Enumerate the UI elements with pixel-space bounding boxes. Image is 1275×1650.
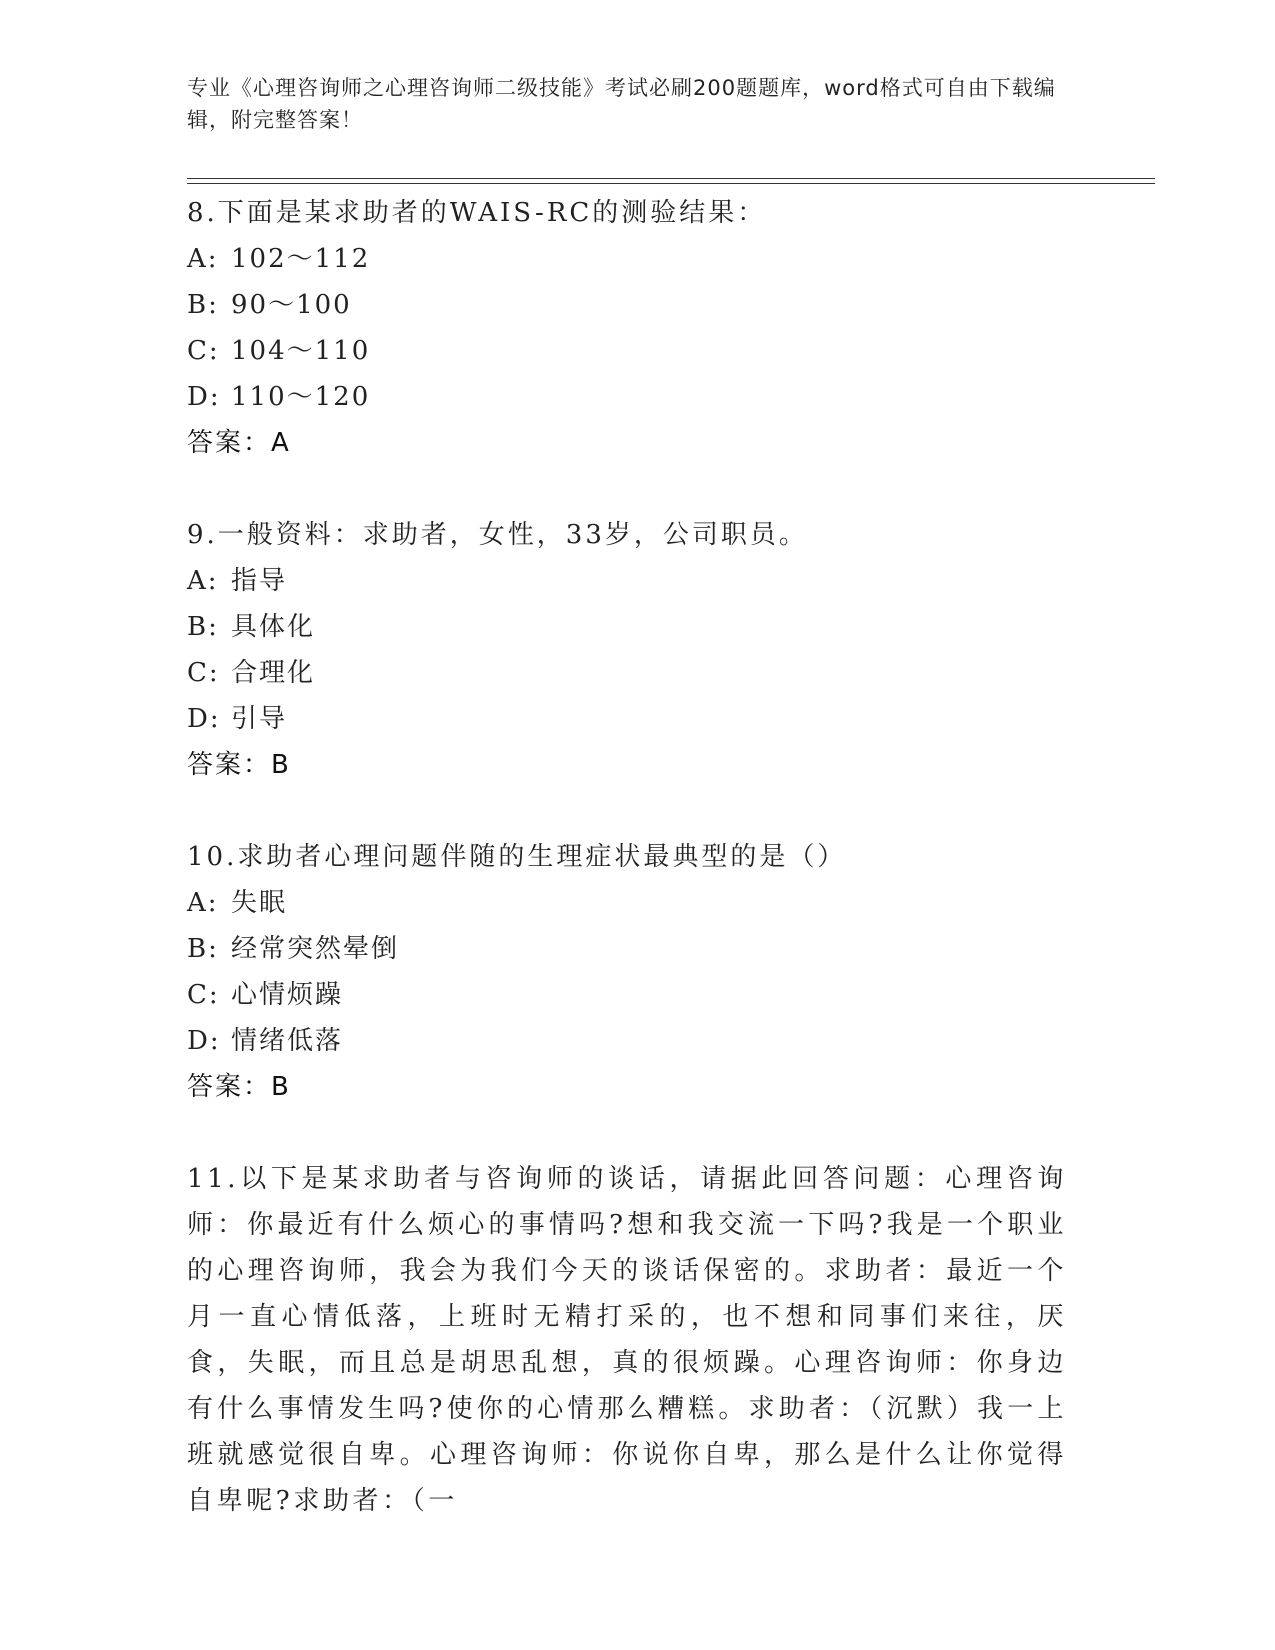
option-text: 指导: [231, 566, 288, 596]
option-text: 102～112: [231, 244, 371, 274]
question-11-passage: 11.以下是某求助者与咨询师的谈话，请据此回答问题：心理咨询师：你最近有什么烦心的事情吗?想和我交流一下吗?我是一个职业的心理咨询师，我会为我们今天的谈话保密的。求助者：最近一个月一直心情低落，上班时无精打采的，也不想和同事们来往，厌食，失眠，而且总是胡思乱想，真的很烦躁。心理咨询师：你身边有什么事情发生吗?使你的心情那么糟糕。求助者：（沉默）我一上班就感觉很自卑。心理咨询师：你说你自卑，那么是什么让你觉得自卑呢?求助者：（一: [187, 1164, 1067, 1516]
question-stem: 10.求助者心理问题伴随的生理症状最典型的是（）: [187, 842, 847, 872]
option-c: [187, 972, 1067, 1018]
answer-line: 答案：B: [187, 1072, 291, 1102]
option-letter: A:: [187, 888, 219, 918]
option-text: 具体化: [231, 612, 316, 642]
option-d: [187, 1018, 1067, 1064]
option-text: 合理化: [231, 658, 316, 688]
option-c: [187, 328, 1067, 374]
header-divider-top: [187, 178, 1155, 179]
answer-line: 答案：A: [187, 428, 291, 458]
option-b: [187, 926, 1067, 972]
option-c: [187, 650, 1067, 696]
option-d: [187, 696, 1067, 742]
option-b: [187, 604, 1067, 650]
question-list: [187, 190, 1067, 1524]
option-a: [187, 880, 1067, 926]
answer-line: 答案：B: [187, 750, 291, 780]
option-text: 失眠: [231, 888, 288, 918]
document-header: 专业《心理咨询师之心理咨询师二级技能》考试必刷200题题库，word格式可自由下载编辑，附完整答案！: [187, 76, 1056, 132]
spacer: [187, 466, 1067, 512]
option-letter: D:: [187, 1026, 221, 1056]
option-b: [187, 282, 1067, 328]
option-text: 104～110: [231, 336, 371, 366]
option-text: 经常突然晕倒: [231, 934, 400, 964]
option-letter: C:: [187, 980, 220, 1010]
option-letter: C:: [187, 336, 220, 366]
option-letter: A:: [187, 566, 219, 596]
option-letter: A:: [187, 244, 219, 274]
option-letter: D:: [187, 382, 221, 412]
question-10: [187, 834, 1067, 1110]
option-text: 情绪低落: [231, 1026, 344, 1056]
option-a: [187, 236, 1067, 282]
header-divider-bottom: [187, 183, 1155, 184]
option-letter: B:: [187, 612, 219, 642]
option-letter: B:: [187, 934, 219, 964]
option-letter: B:: [187, 290, 219, 320]
question-8: [187, 190, 1067, 466]
option-text: 110～120: [231, 382, 371, 412]
option-a: [187, 558, 1067, 604]
option-d: [187, 374, 1067, 420]
option-letter: D:: [187, 704, 221, 734]
spacer: [187, 788, 1067, 834]
question-stem: 9.一般资料：求助者，女性，33岁，公司职员。: [187, 520, 808, 550]
spacer: [187, 1110, 1067, 1156]
question-9: [187, 512, 1067, 788]
option-text: 心情烦躁: [231, 980, 344, 1010]
option-text: 90～100: [231, 290, 352, 320]
option-text: 引导: [231, 704, 288, 734]
question-stem: 8.下面是某求助者的WAIS-RC的测验结果：: [187, 198, 767, 228]
option-letter: C:: [187, 658, 220, 688]
